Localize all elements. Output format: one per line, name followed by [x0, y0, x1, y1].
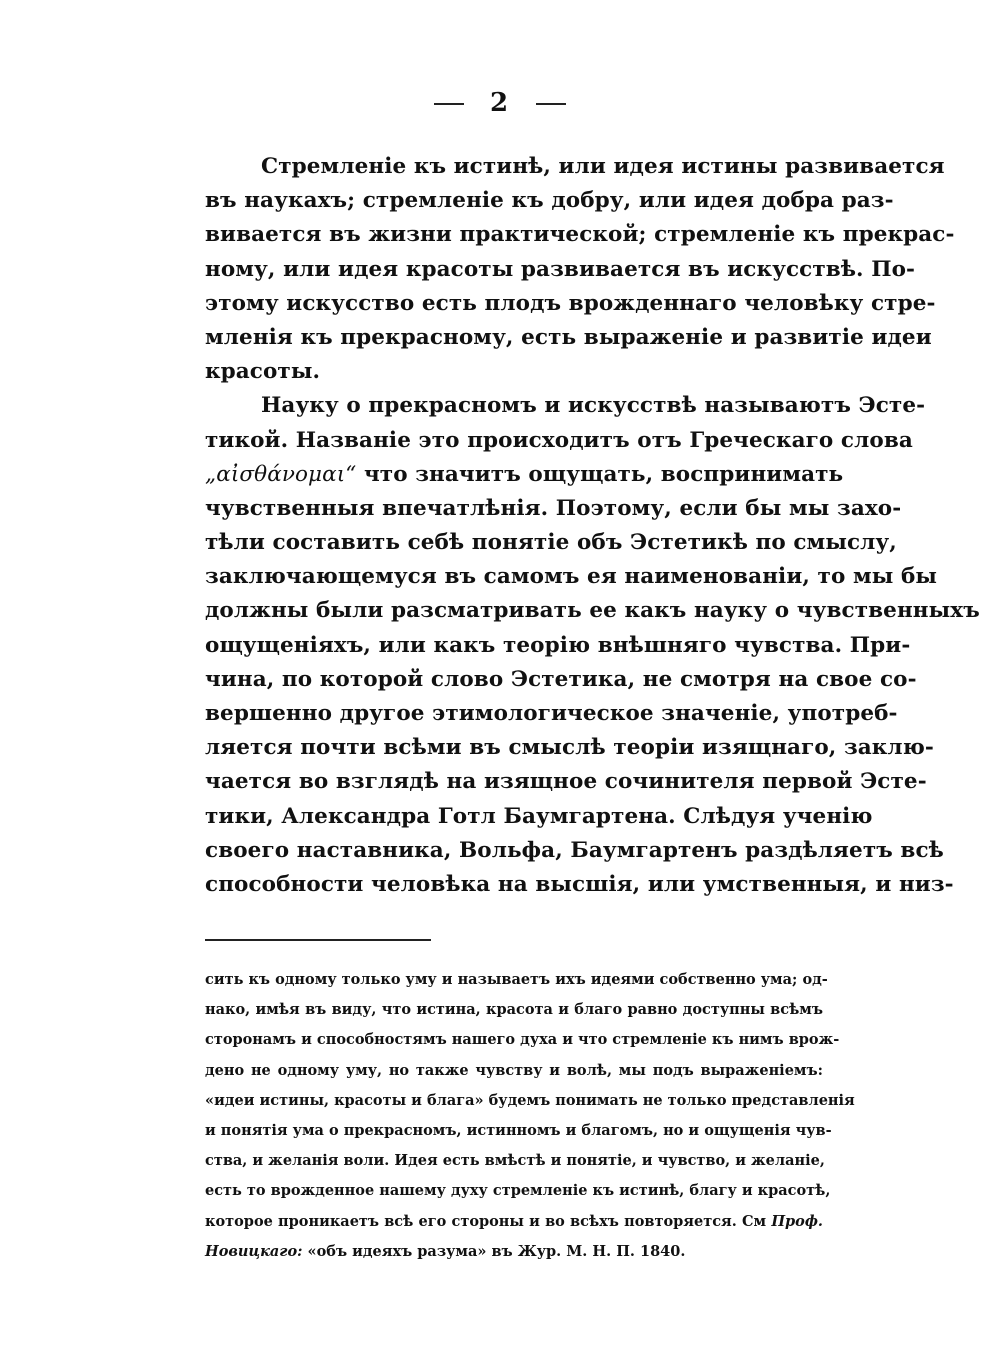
- footnote-reference-title: «объ идеяхъ разума» въ Жур. М. Н. П. 1840.: [307, 1242, 686, 1260]
- footnote-line: ства, и желанія воли. Идея есть вмѣстѣ и понятіе, и чувство, и желаніе,: [205, 1152, 825, 1170]
- footnote-line: [205, 1207, 823, 1237]
- paragraph-2-line: тѣли составить себѣ понятіе объ Эстетикѣ по смыслу,: [205, 530, 897, 556]
- paragraph-2-line: чина, по которой слово Эстетика, не смотря на свое со-: [205, 666, 917, 692]
- page-number: [0, 88, 1000, 118]
- footnote-separator: [205, 939, 431, 941]
- paragraph-2-line: чувственныя впечатлѣнія. Поэтому, если бы мы захо-: [205, 495, 902, 521]
- paragraph-2-line: Науку о прекрасномъ и искусствѣ называютъ Эсте-: [261, 393, 926, 419]
- page-number-value: 2: [489, 88, 511, 118]
- paragraph-2-line: тики, Александра Готл Баумгартена. Слѣдуя ученію: [205, 803, 873, 829]
- footnote-author: Проф.: [771, 1212, 823, 1230]
- paragraph-1-line: Стремленіе къ истинѣ, или идея истины развивается: [261, 154, 945, 179]
- paragraph-2-line: своего наставника, Вольфа, Баумгартенъ раздѣляетъ всѣ: [205, 837, 944, 863]
- greek-word: „αἰσθάνομαι“: [205, 461, 357, 487]
- paragraph-2-line: ощущеніяхъ, или какъ теорію внѣшняго чувства. При-: [205, 632, 911, 658]
- main-text: [205, 150, 980, 902]
- paragraph-2-line: ляется почти всѣми въ смыслѣ теоріи изящнаго, заклю-: [205, 735, 934, 761]
- footnote-line-text: которое проникаетъ всѣ его стороны и во всѣхъ повторяется.: [205, 1212, 737, 1230]
- paragraph-1-line: красоты.: [205, 359, 321, 385]
- footnote-line: нако, имѣя въ виду, что истина, красота и благо равно доступны всѣмъ: [205, 1001, 823, 1019]
- footnote-see: См: [741, 1212, 767, 1230]
- paragraph-2-line-greek: [205, 458, 844, 492]
- paragraph-2-line: способности человѣка на высшія, или умственныя, и низ-: [205, 871, 954, 897]
- footnote-line: сторонамъ и способностямъ нашего духа и что стремленіе къ нимъ врож-: [205, 1031, 840, 1049]
- paragraph-1-line: мленія къ прекрасному, есть выраженіе и развитіе идеи: [205, 324, 932, 350]
- footnote-line: «идеи истины, красоты и блага» будемъ понимать не только представленія: [205, 1091, 855, 1109]
- footnote-line: есть то врожденное нашему духу стремленіе къ истинѣ, благу и красотѣ,: [205, 1182, 831, 1200]
- paragraph-2-line: заключающемуся въ самомъ ея наименованіи, то мы бы: [205, 564, 938, 590]
- page-number-dash-right: [536, 103, 566, 105]
- footnote: [205, 965, 855, 1267]
- paragraph-1-line: вивается въ жизни практической; стремленіе къ прекрас-: [205, 222, 955, 248]
- paragraph-2-line: чается во взглядѣ на изящное сочинителя первой Эсте-: [205, 769, 927, 795]
- footnote-reference-line: [205, 1237, 823, 1267]
- paragraph-1-line: въ наукахъ; стремленіе къ добру, или идея добра раз-: [205, 188, 894, 214]
- paragraph-2-line: тикой. Названіе это происходитъ отъ Греческаго слова: [205, 427, 913, 453]
- paragraph-1-line: этому искусство есть плодъ врожденнаго человѣку стре-: [205, 290, 936, 316]
- footnote-author-name: Новицкаго:: [205, 1242, 303, 1260]
- footnote-line: сить къ одному только уму и называетъ ихъ идеями собственно ума; од-: [205, 971, 828, 988]
- footnote-line: дено не одному уму, но также чувству и волѣ, мы подъ выраженіемъ:: [205, 1061, 823, 1079]
- paragraph-2-line: должны были разсматривать ее какъ науку о чувственныхъ: [205, 598, 980, 624]
- paragraph-1-line: ному, или идея красоты развивается въ искусствѣ. По-: [205, 256, 916, 282]
- greek-line-text: что значитъ ощущать, воспринимать: [363, 461, 844, 487]
- page-number-dash-left: [434, 103, 464, 105]
- paragraph-2-line: вершенно другое этимологическое значеніе, употреб-: [205, 701, 898, 726]
- footnote-line: и понятія ума о прекрасномъ, истинномъ и благомъ, но и ощущенія чув-: [205, 1121, 832, 1139]
